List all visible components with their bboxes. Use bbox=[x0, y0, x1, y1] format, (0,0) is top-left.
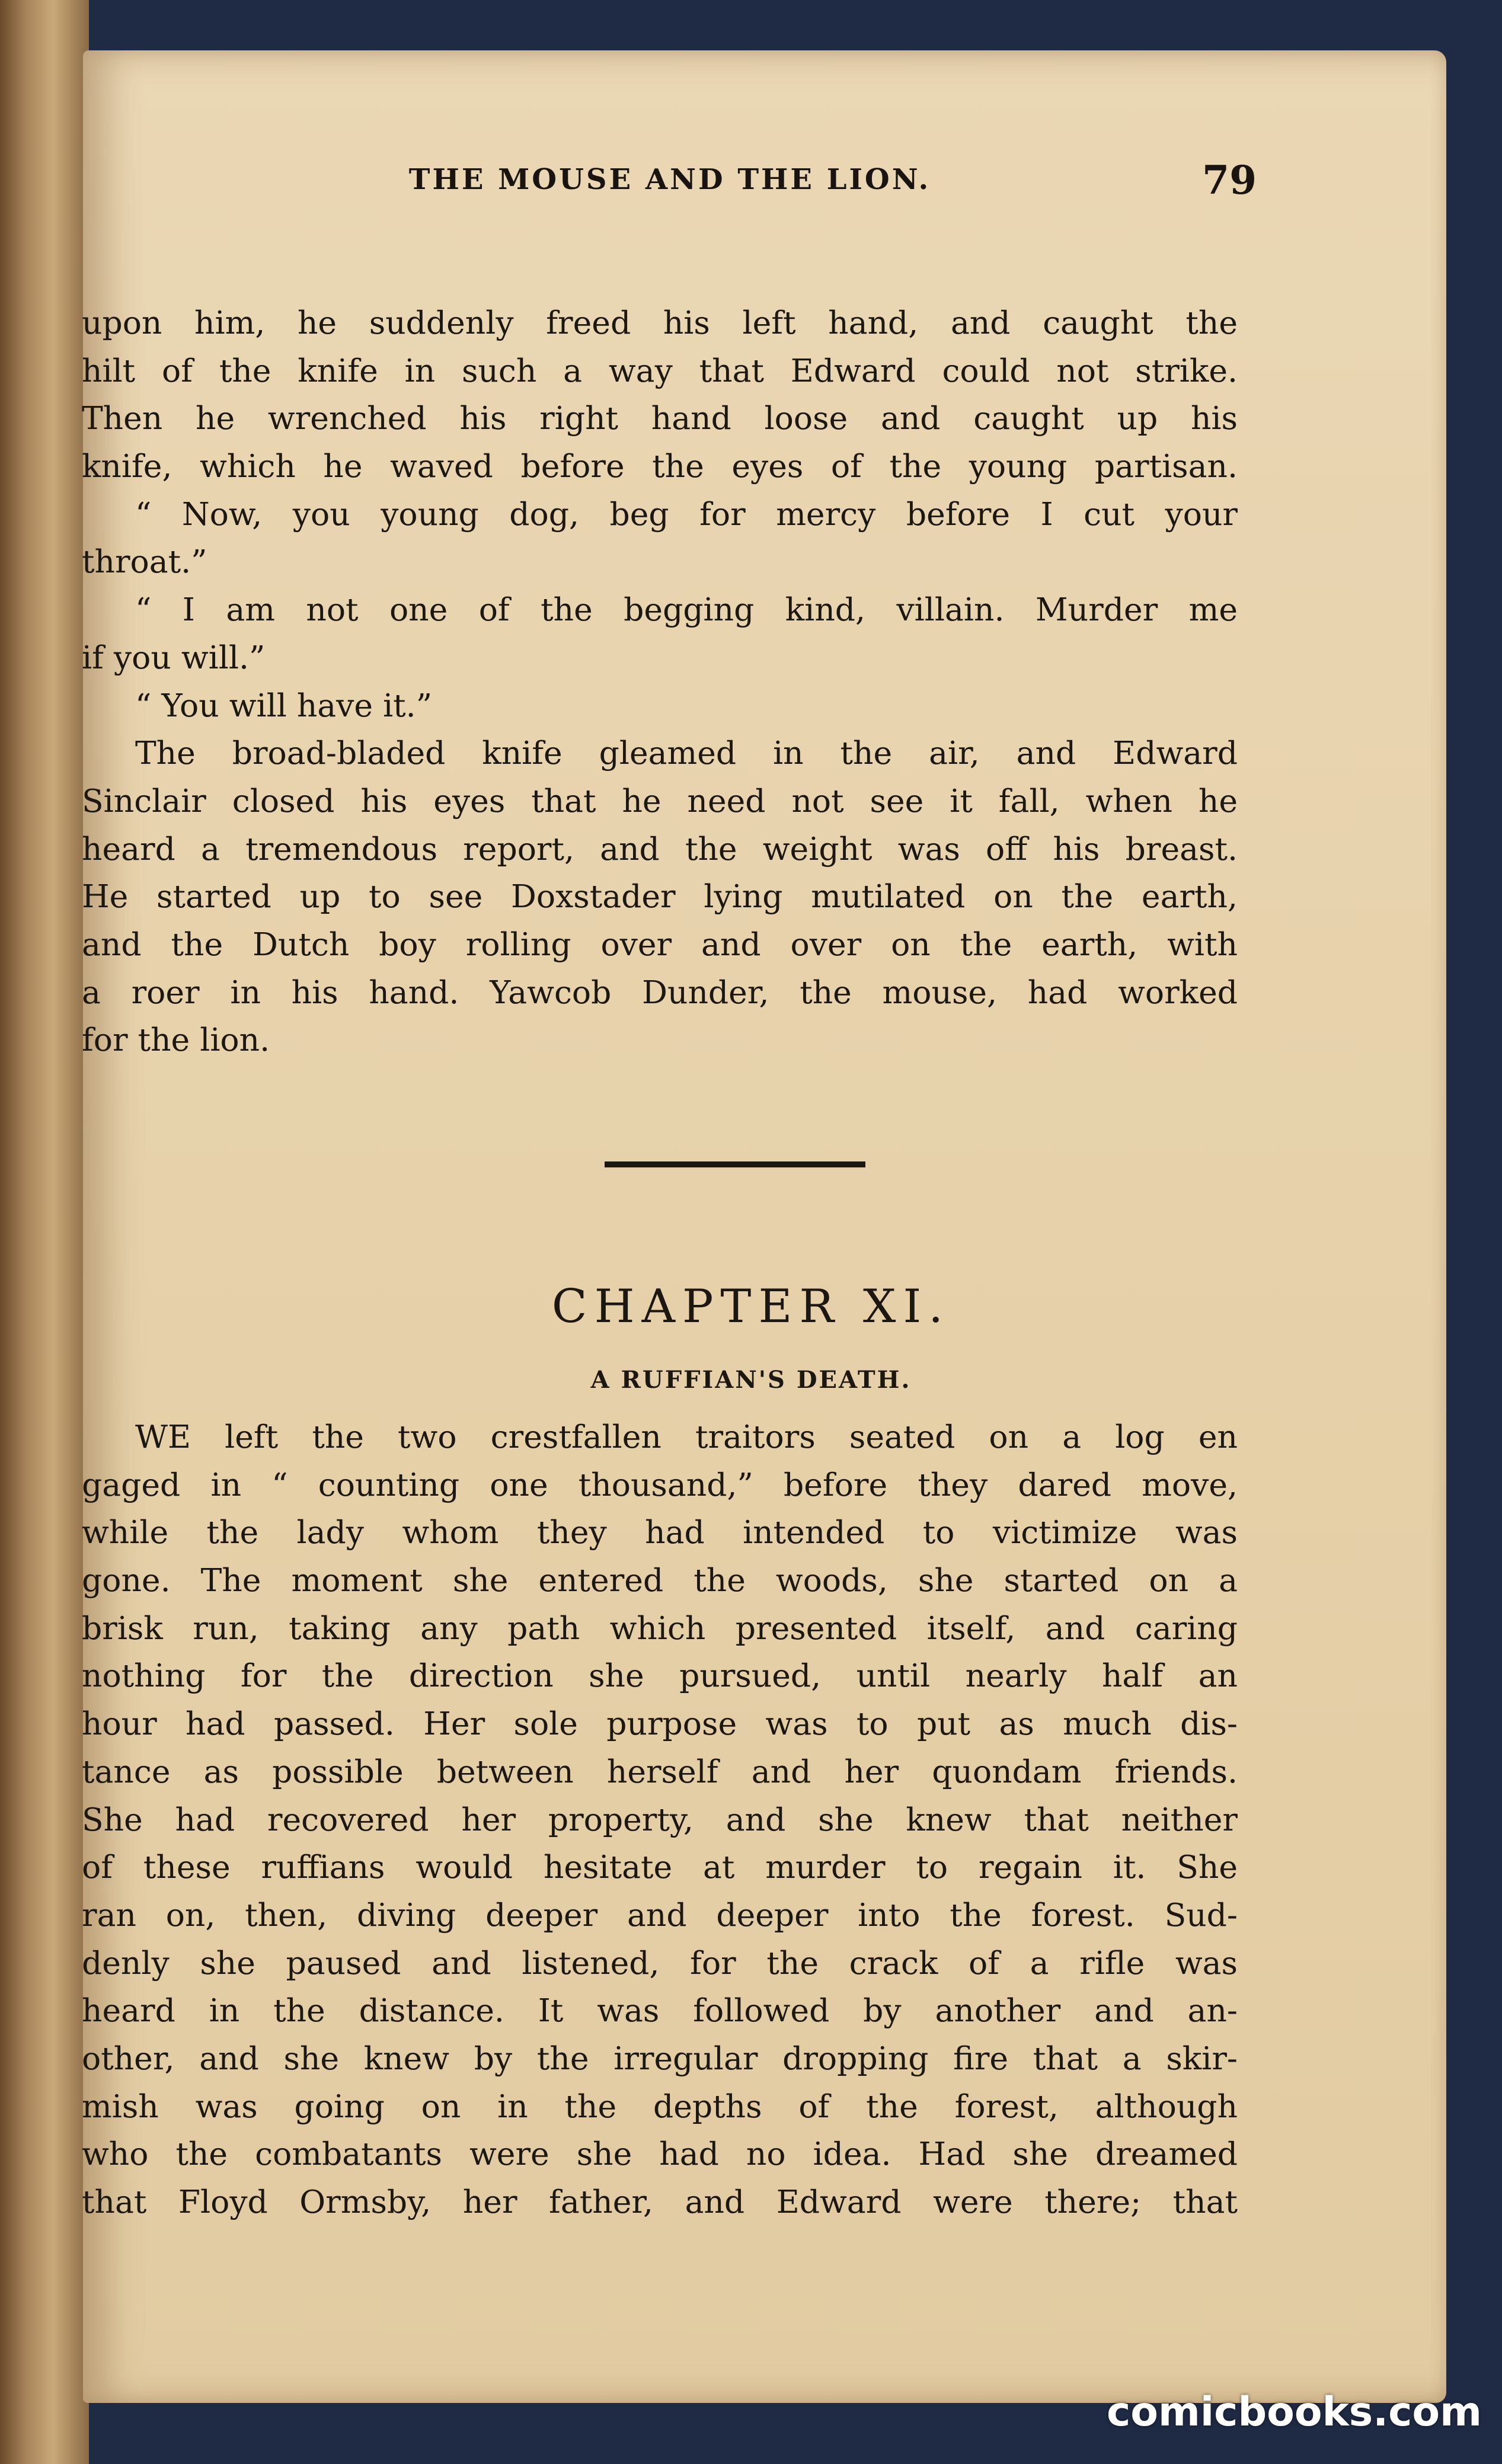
section-divider bbox=[605, 1161, 865, 1167]
text-line: for the lion. bbox=[82, 1021, 270, 1059]
text-line: tance as possible between herself and her quondam friends. bbox=[82, 1752, 1238, 1790]
text-line: She had recovered her property, and she knew that neither bbox=[82, 1800, 1238, 1838]
text-line: “ You will have it.” bbox=[135, 686, 433, 724]
text-line: ran on, then, diving deeper and deeper into the forest. Sud- bbox=[82, 1896, 1238, 1934]
text-line: Sinclair closed his eyes that he need not see it fall, when he bbox=[82, 782, 1238, 820]
text-line: The broad-bladed knife gleamed in the air, and Edward bbox=[135, 734, 1238, 772]
text-line: He started up to see Doxstader lying mutilated on the earth, bbox=[82, 878, 1238, 916]
text-line: and the Dutch boy rolling over and over on the earth, with bbox=[82, 925, 1238, 963]
text-line: upon him, he suddenly freed his left hand, and caught the bbox=[82, 304, 1238, 341]
text-block-bottom bbox=[82, 1413, 1238, 2226]
page-header bbox=[89, 157, 1257, 210]
text-line: heard in the distance. It was followed by another and an- bbox=[82, 1992, 1238, 2030]
text-line: denly she paused and listened, for the crack of a rifle was bbox=[82, 1944, 1238, 1982]
text-line: heard a tremendous report, and the weight was off his breast. bbox=[82, 830, 1238, 868]
text-line: while the lady whom they had intended to victimize was bbox=[82, 1513, 1238, 1551]
text-line: brisk run, taking any path which presented itself, and caring bbox=[82, 1609, 1238, 1647]
text-line: gaged in “ counting one thousand,” before they dared move, bbox=[82, 1465, 1238, 1503]
text-line: of these ruffians would hesitate at murder to regain it. She bbox=[82, 1848, 1238, 1886]
text-line: “ I am not one of the begging kind, villain. Murder me bbox=[135, 591, 1238, 629]
text-line: Then he wrenched his right hand loose and caught up his bbox=[82, 399, 1238, 437]
page-number: 79 bbox=[1202, 157, 1257, 203]
text-line: that Floyd Ormsby, her father, and Edward were there; that bbox=[82, 2183, 1238, 2220]
text-line: throat.” bbox=[82, 543, 207, 581]
text-line: hour had passed. Her sole purpose was to put as much dis- bbox=[82, 1705, 1238, 1743]
text-line: WE left the two crestfallen traitors seated on a log en bbox=[135, 1418, 1238, 1455]
text-line: other, and she knew by the irregular dropping fire that a skir- bbox=[82, 2039, 1238, 2077]
text-block-top bbox=[82, 299, 1238, 1064]
text-line: “ Now, you young dog, beg for mercy before I cut your bbox=[135, 495, 1238, 533]
site-watermark: comicbooks.com bbox=[1106, 2388, 1482, 2436]
chapter-subtitle: A RUFFIAN'S DEATH. bbox=[590, 1366, 912, 1394]
running-head: THE MOUSE AND THE LION. bbox=[408, 163, 931, 196]
text-line: mish was going on in the depths of the forest, although bbox=[82, 2087, 1238, 2125]
text-line: a roer in his hand. Yawcob Dunder, the mouse, had worked bbox=[82, 973, 1238, 1011]
text-line: who the combatants were she had no idea. Had she dreamed bbox=[82, 2135, 1238, 2173]
text-line: knife, which he waved before the eyes of the young partisan. bbox=[82, 447, 1238, 485]
text-line: if you will.” bbox=[82, 638, 266, 676]
adjacent-page-edge bbox=[0, 0, 89, 2464]
text-line: nothing for the direction she pursued, until nearly half an bbox=[82, 1657, 1238, 1695]
chapter-title: CHAPTER XI. bbox=[551, 1280, 951, 1333]
text-line: gone. The moment she entered the woods, she started on a bbox=[82, 1561, 1238, 1599]
text-line: hilt of the knife in such a way that Edward could not strike. bbox=[82, 351, 1238, 389]
